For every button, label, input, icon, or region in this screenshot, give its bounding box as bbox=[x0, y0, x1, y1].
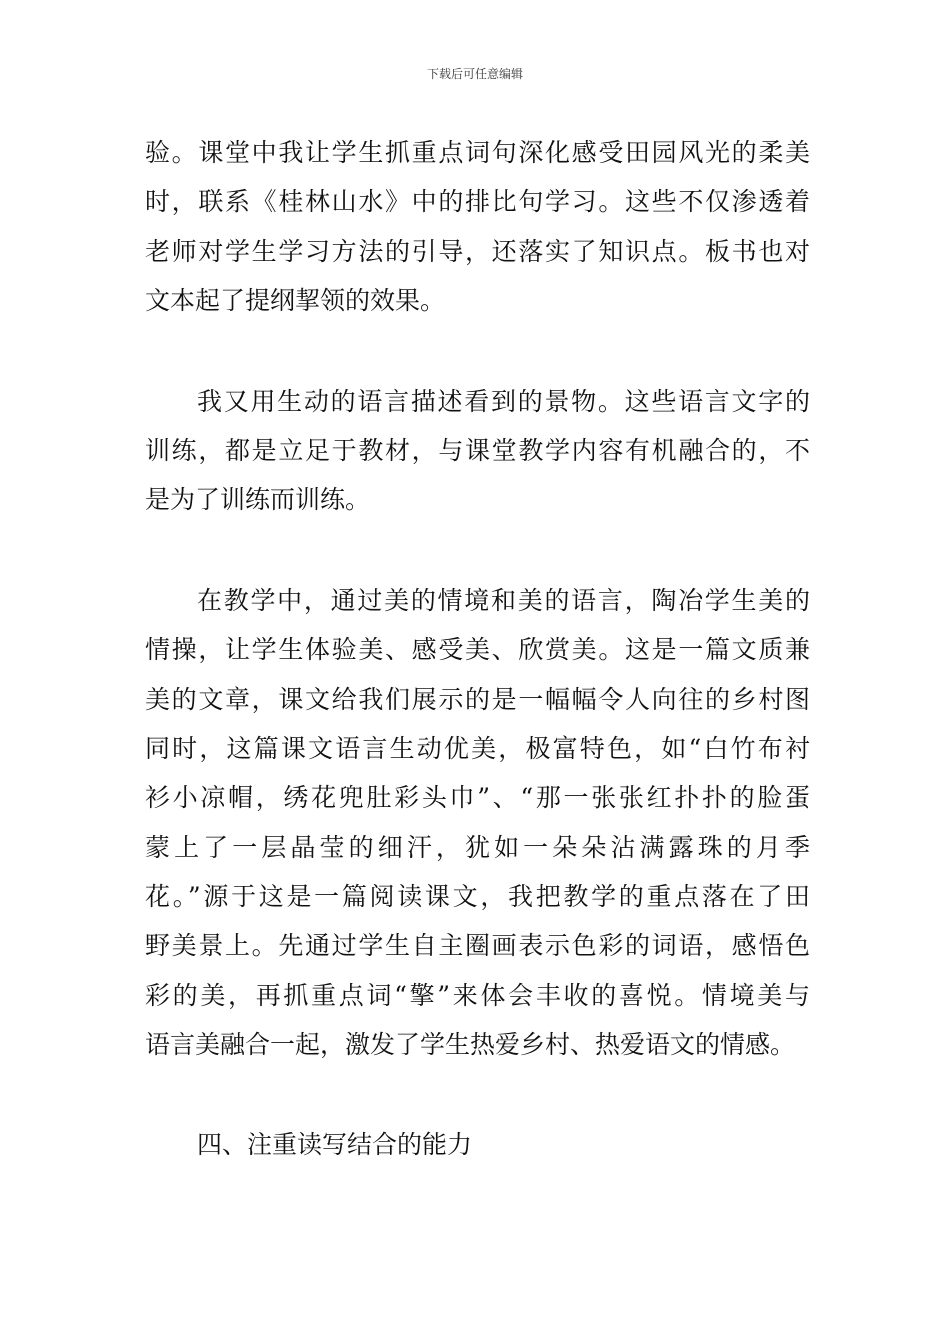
text-line: 四、注重读写结合的能力 bbox=[197, 1129, 473, 1159]
text-line: 同时，这篇课文语言生动优美，极富特色，如“白竹布衬 bbox=[145, 733, 810, 763]
text-line: 美的文章，课文给我们展示的是一幅幅令人向往的乡村图 bbox=[145, 684, 810, 714]
text-line: 老师对学生学习方法的引导，还落实了知识点。板书也对 bbox=[145, 236, 810, 266]
text-line: 蒙上了一层晶莹的细汗，犹如一朵朵沾满露珠的月季 bbox=[145, 832, 810, 862]
page-header: 下载后可任意编辑 bbox=[426, 67, 523, 81]
paragraph bbox=[145, 377, 810, 525]
text-line: 语言美融合一起，激发了学生热爱乡村、热爱语文的情感。 bbox=[145, 1030, 796, 1060]
text-line: 彩的美，再抓重点词“擎”来体会丰收的喜悦。情境美与 bbox=[145, 980, 810, 1010]
text-line: 在教学中，通过美的情境和美的语言，陶冶学生美的 bbox=[197, 585, 810, 615]
text-line: 我又用生动的语言描述看到的景物。这些语言文字的 bbox=[197, 386, 810, 416]
paragraph bbox=[145, 128, 810, 326]
paragraph bbox=[145, 576, 810, 1070]
document-body bbox=[145, 128, 810, 1169]
text-line: 花。”源于这是一篇阅读课文，我把教学的重点落在了田 bbox=[145, 882, 810, 912]
text-line: 野美景上。先通过学生自主圈画表示色彩的词语，感悟色 bbox=[145, 931, 810, 961]
text-line: 文本起了提纲挈领的效果。 bbox=[145, 286, 446, 316]
text-line: 情操，让学生体验美、感受美、欣赏美。这是一篇文质兼 bbox=[145, 635, 810, 665]
text-line: 衫小凉帽，绣花兜肚彩头巾”、“那一张张红扑扑的脸蛋 bbox=[145, 783, 810, 813]
text-line: 训练，都是立足于教材，与课堂教学内容有机融合的，不 bbox=[145, 435, 810, 465]
text-line: 时，联系《桂林山水》中的排比句学习。这些不仅渗透着 bbox=[145, 187, 810, 217]
text-line: 验。课堂中我让学生抓重点词句深化感受田园风光的柔美 bbox=[145, 138, 810, 167]
section-heading bbox=[145, 1120, 810, 1169]
text-line: 是为了训练而训练。 bbox=[145, 485, 371, 515]
